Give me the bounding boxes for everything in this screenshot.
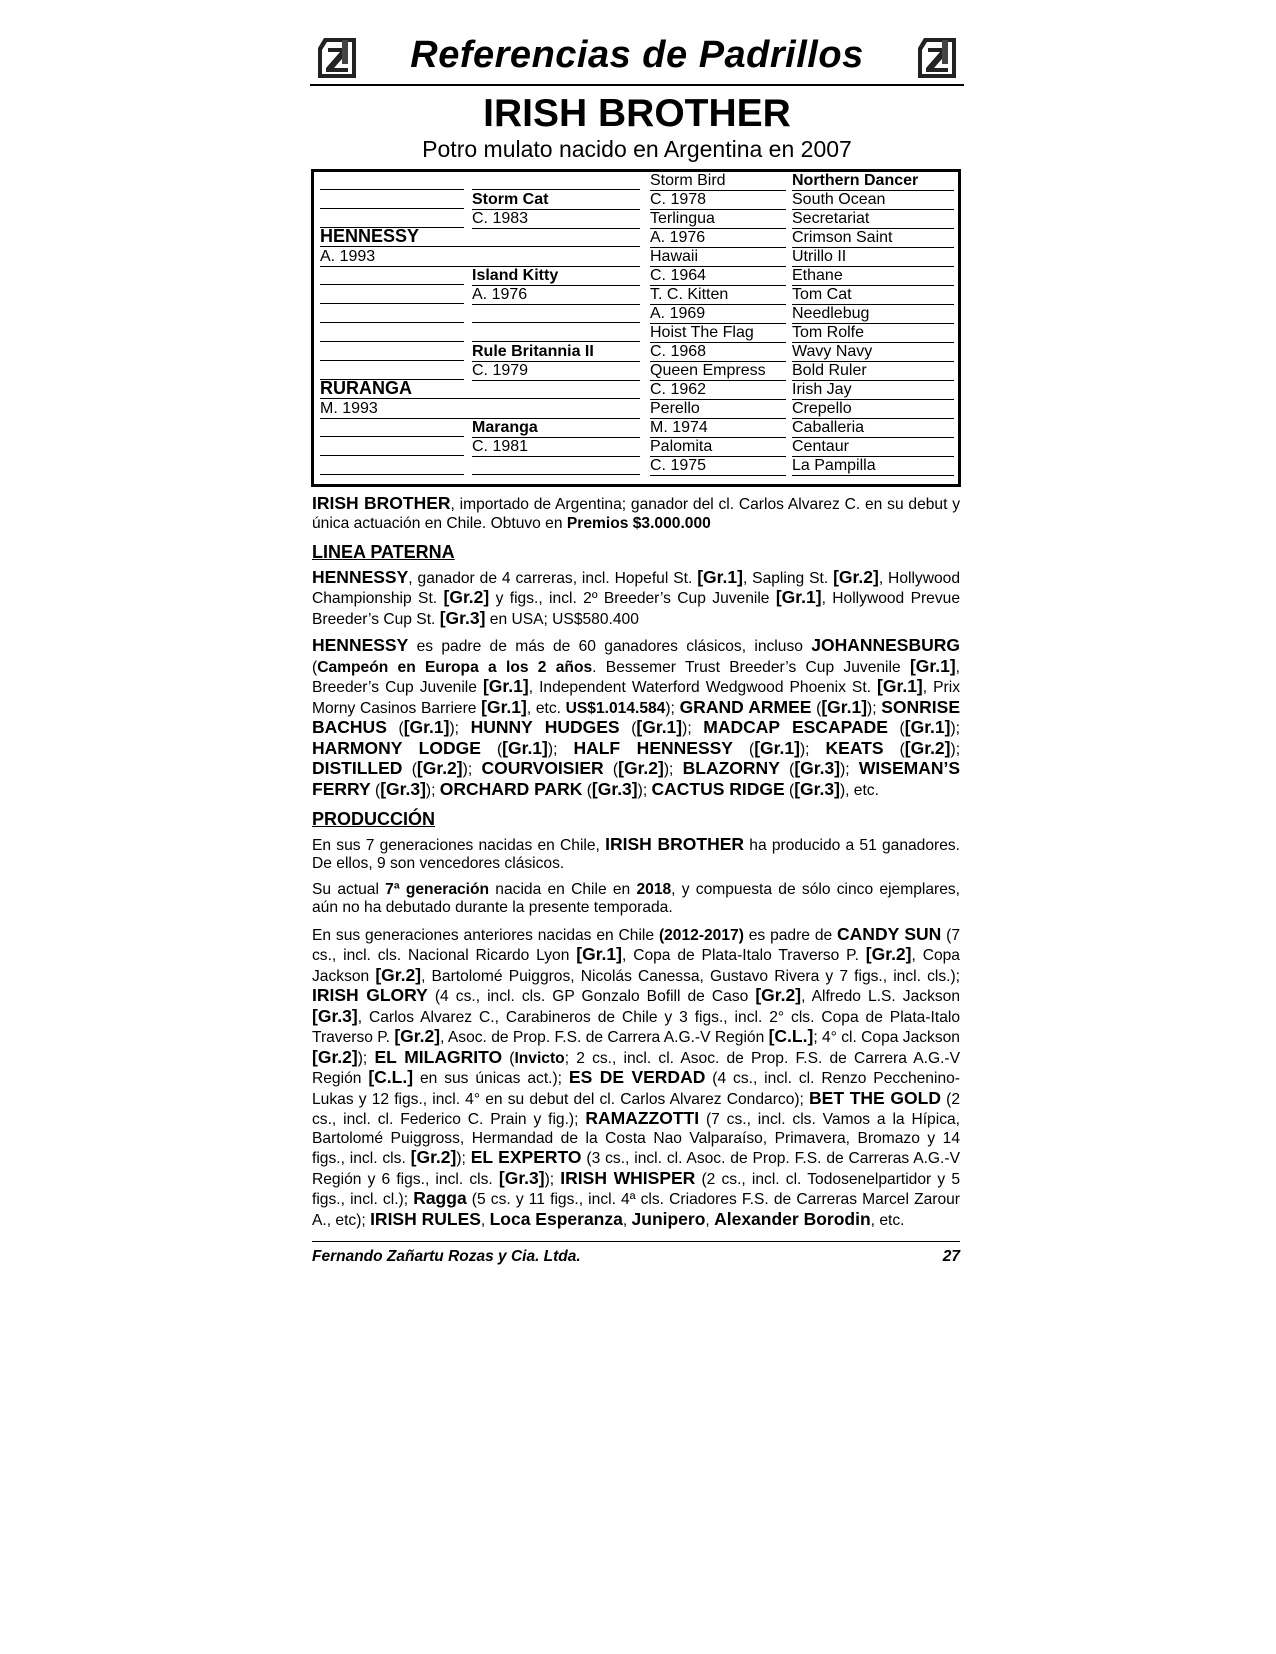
text-run: Loca Esperanza [489, 1208, 623, 1229]
text-run: ( [312, 658, 318, 676]
text-run: (2 cs., incl. cl. Todosenelpartidor y 5 figs., incl. cl.); [312, 1170, 960, 1208]
text-run: (4 cs., incl. cl. Renzo Pecchenino-Lukas y 12 figs., incl. 4° en su debut del cl. Carlos Alvarez Condarco); [312, 1070, 960, 1108]
text-run: HARMONY LODGE [312, 737, 481, 758]
pedigree-cell: Palomita [650, 438, 786, 457]
text-run: HENNESSY [312, 635, 409, 655]
pedigree-cell: Irish Jay [792, 381, 954, 400]
grade-badge: [Gr.2] [755, 985, 802, 1005]
produccion-paragraph-1 [312, 835, 960, 874]
text-run: en sus únicas act.); [413, 1070, 569, 1087]
pedigree-cell: C. 1981 [472, 438, 640, 457]
footer-company: Fernando Zañartu Rozas y Cia. Ltda. [312, 1248, 581, 1265]
pedigree-cell: C. 1979 [472, 362, 640, 381]
text-run: ); [682, 720, 704, 737]
text-run: ( [480, 740, 503, 758]
paterna-paragraph-2 [312, 636, 960, 800]
pedigree-cell: Rule Britannia II [472, 343, 640, 362]
grade-badge: [Gr.3] [312, 1005, 358, 1026]
grade-badge: [Gr.2] [865, 944, 912, 964]
grade-badge: [Gr.3] [794, 778, 840, 799]
text-run: ( [402, 761, 417, 778]
text-run: ( [811, 699, 822, 717]
grade-badge: [Gr.1] [909, 655, 956, 676]
grade-badge: [Gr.1] [502, 737, 548, 758]
text-run: Ragga [413, 1188, 467, 1208]
text-run: MADCAP ESCAPADE [703, 717, 888, 737]
pedigree-cell: Ethane [792, 267, 954, 286]
pedigree-cell: Hoist The Flag [650, 324, 786, 343]
text-run: HENNESSY [312, 566, 409, 587]
grade-badge: [Gr.2] [904, 737, 951, 758]
pedigree-rule [472, 189, 640, 190]
text-run: ); [456, 1150, 471, 1167]
text-run: ( [502, 1049, 515, 1067]
text-run: BLAZORNY [682, 758, 780, 778]
pedigree-cell: C. 1975 [650, 457, 786, 476]
text-run: IRISH RULES [370, 1208, 481, 1229]
pedigree-cell: M. 1974 [650, 419, 786, 438]
text-run: ); [950, 740, 961, 758]
pedigree-cell: Bold Ruler [792, 362, 954, 381]
grade-badge: [Gr.2] [443, 587, 490, 607]
text-run: ( [582, 781, 592, 799]
text-run: , Alfredo L.S. Jackson [801, 988, 961, 1005]
grade-badge: [Gr.1] [754, 737, 800, 758]
produccion-paragraph-2 [312, 881, 960, 918]
pedigree-rule [320, 360, 464, 361]
pedigree-cell: Crimson Saint [792, 229, 954, 248]
text-run: EL EXPERTO [470, 1147, 582, 1167]
pedigree-cell: HENNESSY [320, 228, 640, 247]
pedigree-cell: Centaur [792, 438, 954, 457]
text-run: (7 cs., incl. cls. Vamos a la Hípica, Bartolomé Puiggross, Hermandad de la Costa Nao Valparaíso, Primavera, Bromazo y 14 figs., incl. cls. [312, 1111, 960, 1167]
text-run: y figs., incl. 2º Breeder’s Cup Juvenile [489, 590, 776, 607]
text-run: IRISH GLORY [312, 985, 428, 1005]
text-run: En sus 7 generaciones nacidas en Chile, [312, 836, 606, 854]
zr-logo [914, 34, 960, 82]
text-run: , Copa de Plata-Italo Traverso P. [621, 947, 866, 964]
text-run: RAMAZZOTTI [585, 1108, 700, 1128]
text-run: CACTUS RIDGE [651, 778, 785, 799]
pedigree-cell: Tom Cat [792, 286, 954, 305]
text-run: HALF HENNESSY [573, 737, 733, 758]
pedigree-rule [320, 436, 464, 437]
pedigree-cell: Caballeria [792, 419, 954, 438]
section-heading-produccion: PRODUCCIÓN [312, 809, 436, 829]
pedigree-cell: C. 1968 [650, 343, 786, 362]
header-rule [310, 84, 964, 86]
text-run: (5 cs. y 11 figs., incl. 4ª cls. Criadores F.S. de Carreras Marcel Zarour A., etc); [312, 1191, 960, 1229]
grade-badge: [C.L.] [768, 1026, 814, 1046]
text-run: nacida en Chile en [489, 880, 637, 898]
text-run: ); [544, 1170, 561, 1188]
text-run: En sus generaciones anteriores nacidas en Chile [312, 926, 659, 944]
text-run: ); [799, 740, 826, 758]
pedigree-cell: A. 1976 [650, 229, 786, 248]
text-run: , [480, 1211, 490, 1229]
text-run: Invicto [514, 1049, 565, 1067]
header-title: Referencias de Padrillos [410, 34, 864, 76]
text-run: ( [887, 720, 905, 737]
pedigree-cell: Wavy Navy [792, 343, 954, 362]
text-run: es padre de más de 60 ganadores clásicos, incluso [408, 638, 812, 655]
grade-badge: [Gr.1] [821, 696, 868, 717]
pedigree-rule [320, 474, 464, 475]
grade-badge: [Gr.1] [576, 944, 622, 964]
text-run: ( [619, 720, 637, 737]
horse-name: IRISH BROTHER [483, 92, 791, 135]
pedigree-cell: Utrillo II [792, 248, 954, 267]
text-run: Alexander Borodin [714, 1208, 871, 1229]
text-run: ); [449, 720, 471, 737]
text-run: KEATS [825, 737, 884, 758]
text-run: ( [386, 720, 404, 737]
page-footer [312, 1241, 960, 1266]
pedigree-cell: RURANGA [320, 380, 640, 399]
text-run: (7 cs., incl. cls. Nacional Ricardo Lyon [312, 926, 961, 964]
text-run: ( [370, 781, 381, 799]
pedigree-rule [320, 208, 464, 209]
produccion-paragraph-3 [312, 925, 960, 1231]
text-run: , Breeder’s Cup Juvenile [312, 658, 960, 696]
pedigree-cell: C. 1978 [650, 191, 786, 210]
grade-badge: [Gr.1] [697, 566, 743, 587]
text-run: ); [357, 1049, 375, 1067]
pedigree-table [311, 169, 961, 487]
text-run: ( [603, 761, 619, 778]
pedigree-cell: C. 1964 [650, 267, 786, 286]
text-run: , Bartolomé Puiggros, Nicolás Canessa, Gustavo Rivera y 7 figs., incl. cls.); [421, 967, 960, 985]
pedigree-cell: Perello [650, 400, 786, 419]
grade-badge: [Gr.3] [591, 778, 638, 799]
pedigree-cell: Storm Bird [650, 172, 786, 191]
pedigree-cell: Needlebug [792, 305, 954, 324]
pedigree-rule [320, 284, 464, 285]
text-run: , [705, 1211, 715, 1229]
text-run: ha producido a 51 ganadores. De ellos, 9 son vencedores clásicos. [312, 836, 961, 872]
intro-paragraph [312, 494, 960, 533]
paterna-paragraph-1 [312, 568, 960, 630]
pedigree-rule [320, 341, 464, 342]
grade-badge: [Gr.1] [403, 717, 450, 737]
text-run: (4 cs., incl. cls. GP Gonzalo Bofill de Caso [427, 988, 756, 1005]
text-run: , Carlos Alvarez C., Carabineros de Chile y 3 figs., incl. 2° cls. Copa de Plata-Italo Traverso P. [312, 1008, 960, 1046]
text-run: (2012-2017) [658, 926, 744, 944]
text-run: ; 2 cs., incl. cl. Asoc. de Prop. F.S. de Carrera A.G.-V Región [312, 1049, 961, 1087]
grade-badge: [Gr.1] [904, 717, 951, 737]
pedigree-rule [320, 303, 464, 304]
text-run: , Hollywood Prevue Breeder’s Cup St. [312, 590, 960, 628]
text-run: en USA; US$580.400 [485, 610, 639, 628]
text-run: . Bessemer Trust Breeder’s Cup Juvenile [592, 658, 910, 676]
section-heading-paterna: LINEA PATERNA [312, 542, 455, 562]
text-run: ( [732, 740, 755, 758]
pedigree-rule [320, 189, 464, 190]
grade-badge: [Gr.2] [394, 1026, 441, 1046]
text-run: ); [840, 761, 859, 778]
grade-badge: [Gr.3] [498, 1167, 545, 1188]
pedigree-cell: Tom Rolfe [792, 324, 954, 343]
pedigree-cell: South Ocean [792, 191, 954, 210]
pedigree-cell: La Pampilla [792, 457, 954, 476]
grade-badge: [Gr.1] [636, 717, 683, 737]
grade-badge: [Gr.2] [833, 566, 879, 587]
text-run: , Copa Jackson [312, 947, 960, 985]
text-run: ( [784, 781, 795, 799]
grade-badge: [Gr.3] [794, 758, 841, 778]
text-run: (3 cs., incl. cl. Asoc. de Prop. F.S. de Carreras A.G.-V Región y 6 figs., incl. cls. [312, 1150, 960, 1188]
pedigree-cell: C. 1962 [650, 381, 786, 400]
text-run: CANDY SUN [837, 923, 942, 944]
text-run: ); [462, 761, 482, 778]
text-run: ); [665, 699, 680, 717]
text-run: , etc. [870, 1211, 905, 1229]
text-run: IRISH WHISPER [560, 1167, 696, 1188]
text-run: ); [425, 781, 440, 799]
text-run: 7ª generación [385, 880, 490, 898]
text-run: , Hollywood Championship St. [312, 569, 960, 607]
horse-name-inline: IRISH BROTHER [312, 493, 451, 513]
text-run: ); [663, 761, 683, 778]
pedigree-cell: Crepello [792, 400, 954, 419]
text-run: HUNNY HUDGES [470, 717, 620, 737]
grade-badge: [C.L.] [368, 1067, 414, 1087]
pedigree-rule [472, 341, 640, 342]
text-run: BET THE GOLD [809, 1087, 941, 1108]
pedigree-rule [472, 474, 640, 475]
grade-badge: [Gr.3] [439, 607, 486, 628]
grade-badge: [Gr.1] [877, 676, 923, 696]
grade-badge: [Gr.3] [380, 778, 426, 799]
grade-badge: [Gr.1] [481, 696, 527, 717]
pedigree-cell: Secretariat [792, 210, 954, 229]
pedigree-cell: Queen Empress [650, 362, 786, 381]
pedigree-cell: A. 1976 [472, 286, 640, 305]
page-header [310, 30, 964, 86]
horse-description: Potro mulato nacido en Argentina en 2007 [422, 136, 852, 162]
text-run: , Independent Waterford Wedgwood Phoenix St. [528, 679, 878, 696]
text-run: ); [547, 740, 574, 758]
text-run: , [622, 1211, 632, 1229]
text-run: COURVOISIER [481, 758, 604, 778]
text-run: ); [950, 720, 960, 737]
text-run: Campeón en Europa a los 2 años [317, 658, 593, 676]
pedigree-rule [472, 322, 640, 323]
pedigree-rule [320, 322, 464, 323]
pedigree-cell: A. 1969 [650, 305, 786, 324]
text-run: US$1.014.584 [565, 699, 666, 717]
text-run: ), etc. [839, 781, 879, 799]
text-run: SONRISE BACHUS [312, 696, 961, 737]
text-run: , Sapling St. [742, 569, 834, 587]
text-run: JOHANNESBURG [811, 635, 960, 655]
grade-badge: [Gr.1] [775, 587, 822, 607]
pedigree-cell: A. 1993 [320, 248, 640, 267]
text-run: ); [867, 699, 882, 717]
text-run: , ganador de 4 carreras, incl. Hopeful St. [408, 569, 698, 587]
grade-badge: [Gr.2] [416, 758, 463, 778]
grade-badge: [Gr.2] [312, 1046, 358, 1067]
pedigree-cell: Maranga [472, 419, 640, 438]
text-run: EL MILAGRITO [374, 1046, 503, 1067]
text-run: WISEMAN’S FERRY [312, 758, 961, 799]
pedigree-cell: C. 1983 [472, 210, 640, 229]
text-run: Junipero [631, 1208, 706, 1229]
text-run: ES DE VERDAD [568, 1067, 706, 1087]
text-run: ORCHARD PARK [439, 778, 583, 799]
text-run: ( [883, 740, 905, 758]
text-run: , Prix Morny Casinos Barriere [312, 679, 960, 717]
pedigree-rule [320, 455, 464, 456]
grade-badge: [Gr.2] [618, 758, 664, 778]
text-run: , importado de Argentina; ganador del cl. Carlos Alvarez C. en su debut y única actuación en Chile. Obtuvo en [312, 496, 960, 532]
text-run: 2018 [636, 880, 672, 898]
pedigree-cell: Island Kitty [472, 267, 640, 286]
text-run: , Asoc. de Prop. F.S. de Carrera A.G.-V Región [440, 1029, 769, 1046]
text-run: Su actual [312, 880, 386, 898]
pedigree-cell: Terlingua [650, 210, 786, 229]
text-run: ); [637, 781, 652, 799]
grade-badge: [Gr.1] [482, 676, 529, 696]
text-run: , y compuesta de sólo cinco ejemplares, aún no ha debutado durante la presente temporada. [312, 880, 960, 916]
pedigree-cell: Storm Cat [472, 191, 640, 210]
text-run: ; 4° cl. Copa Jackson [813, 1029, 960, 1046]
prize-amount: Premios $3.000.000 [566, 514, 711, 532]
text-run: ( [779, 761, 795, 778]
grade-badge: [Gr.2] [375, 964, 422, 985]
grade-badge: [Gr.2] [410, 1147, 457, 1167]
text-run: , etc. [526, 699, 566, 717]
body-text [312, 494, 960, 1237]
text-run: IRISH BROTHER [605, 833, 745, 854]
text-run: DISTILLED [312, 758, 403, 778]
pedigree-cell: Hawaii [650, 248, 786, 267]
pedigree-cell: M. 1993 [320, 400, 640, 419]
pedigree-cell: T. C. Kitten [650, 286, 786, 305]
text-run: GRAND ARMEE [679, 696, 812, 717]
pedigree-cell: Northern Dancer [792, 172, 954, 191]
text-run: es padre de [743, 926, 838, 944]
page-number: 27 [942, 1248, 960, 1265]
text-run: (2 cs., incl. cl. Federico C. Prain y fig.); [312, 1090, 960, 1128]
